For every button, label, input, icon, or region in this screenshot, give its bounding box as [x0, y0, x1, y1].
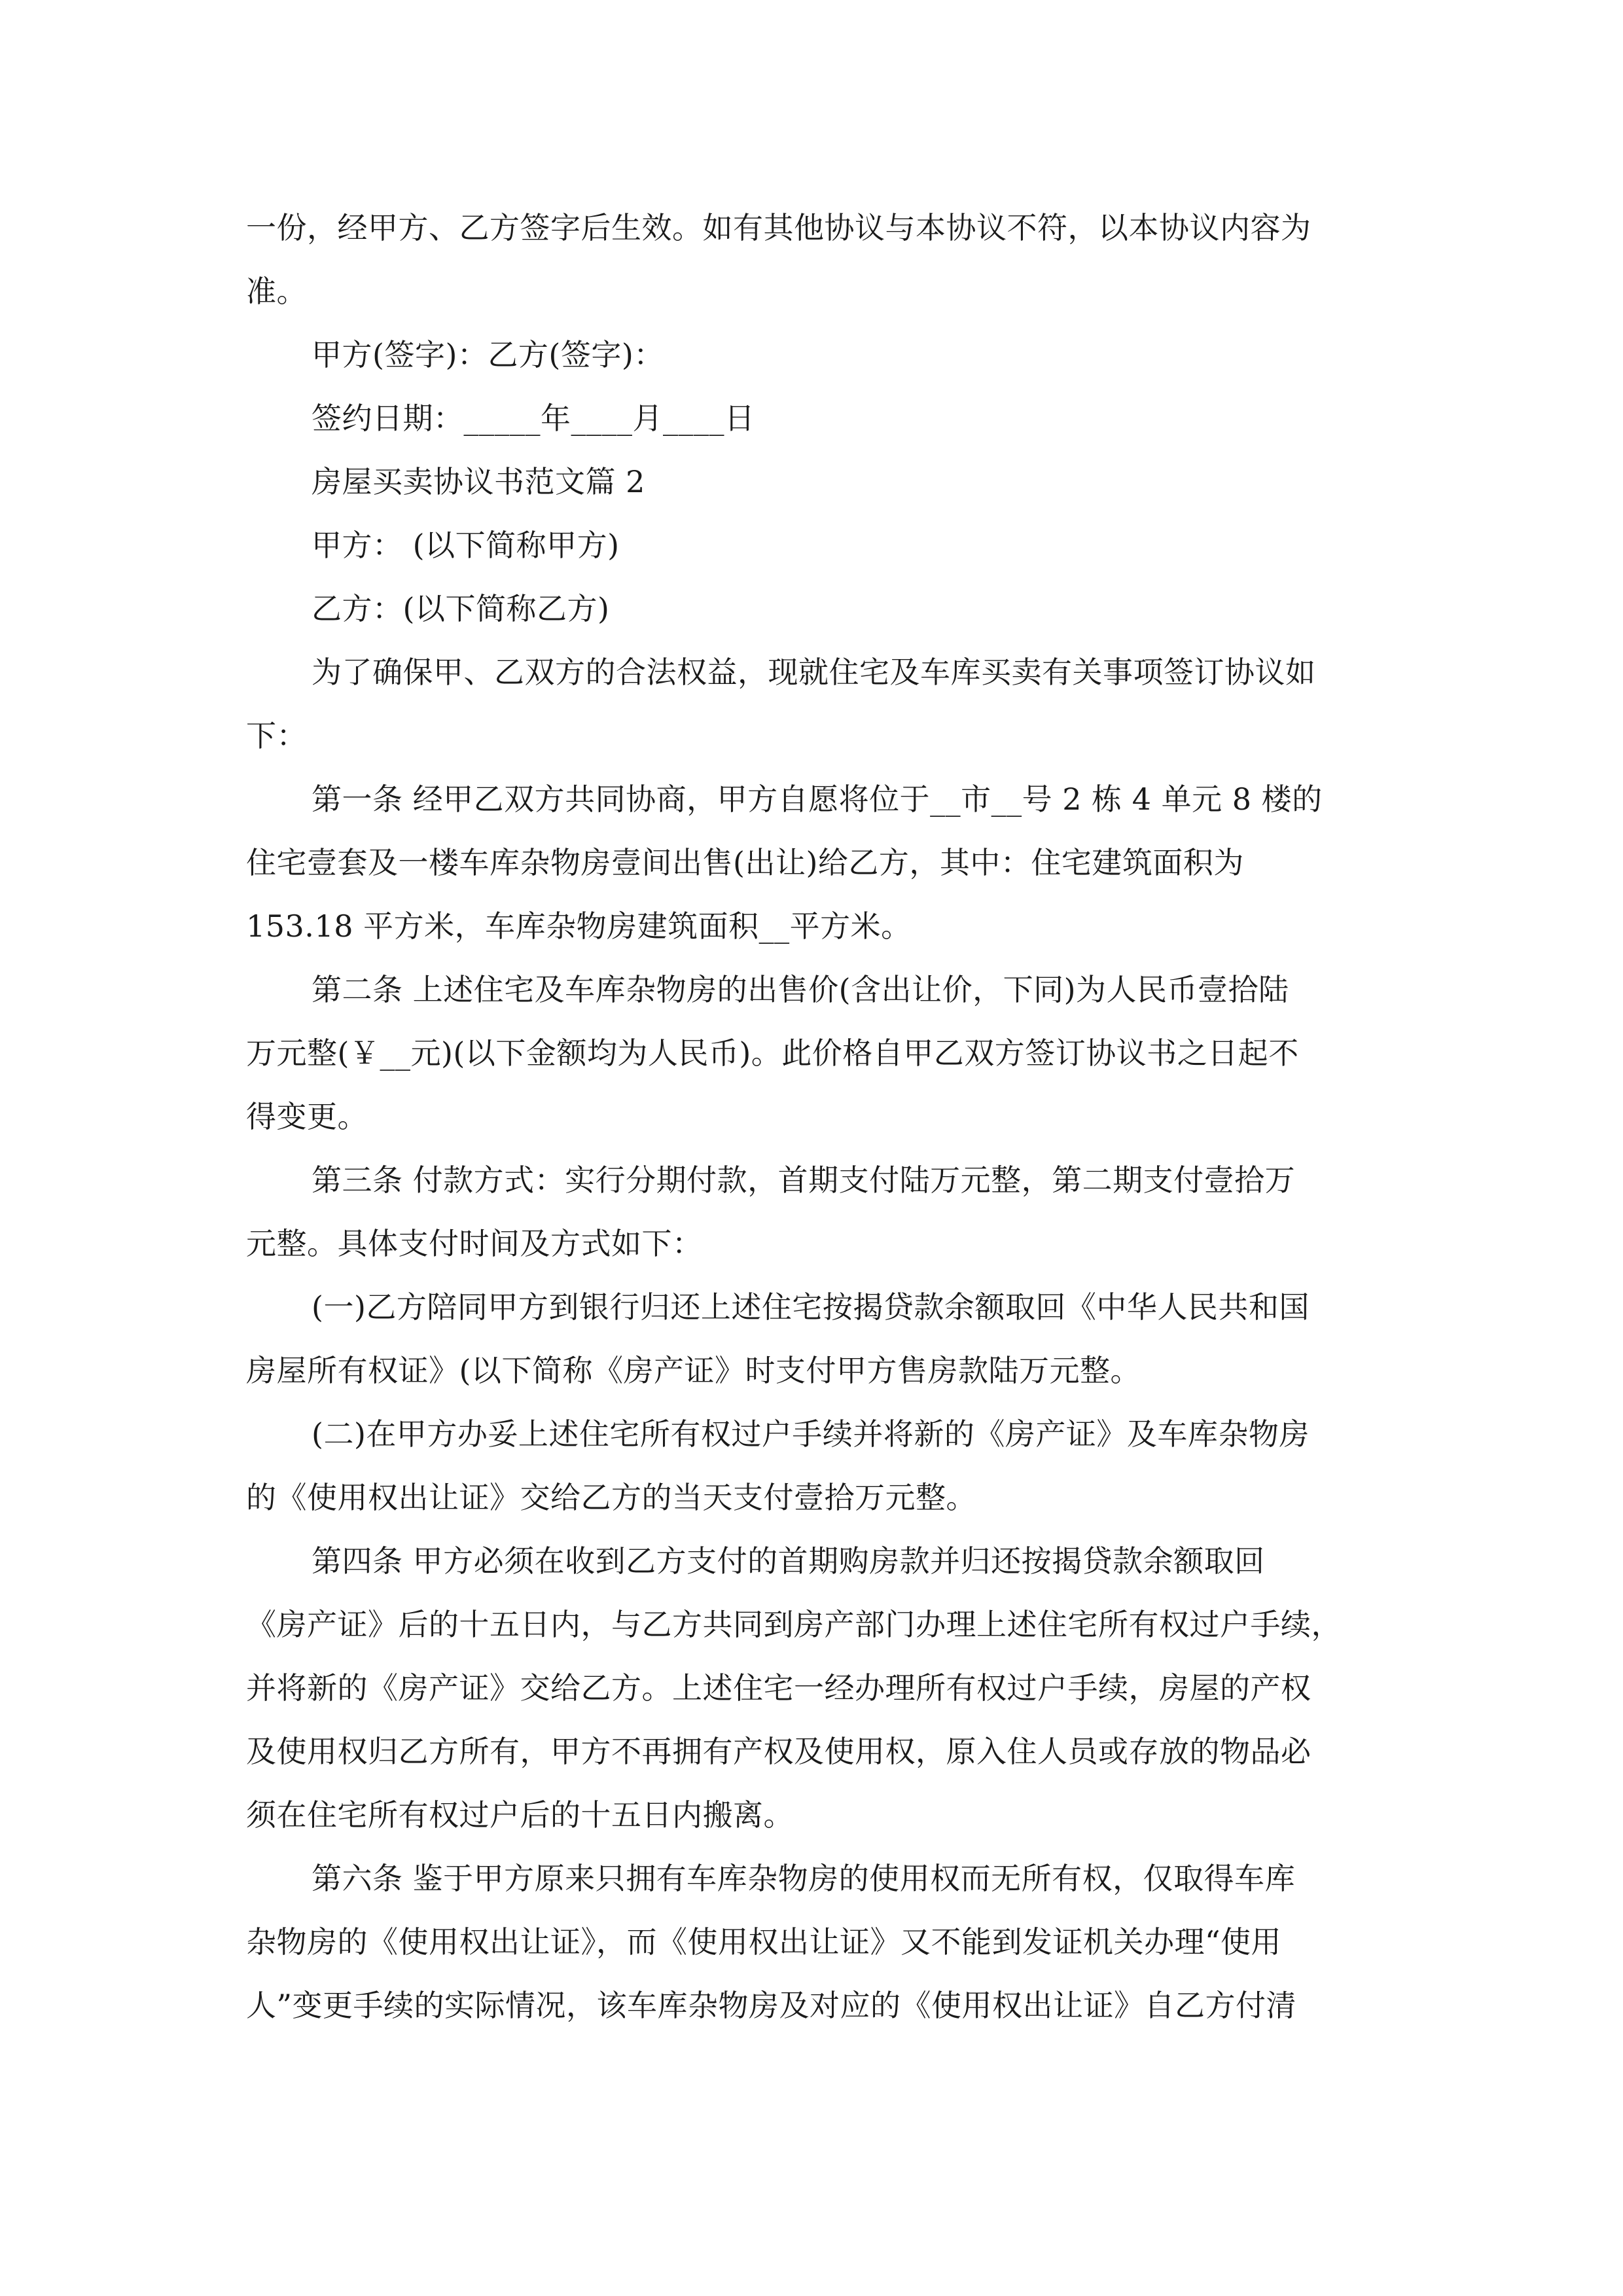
text-line: 第六条 鉴于甲方原来只拥有车库杂物房的使用权而无所有权，仅取得车库 — [312, 1861, 1296, 1896]
text-line: 准。 — [246, 274, 307, 309]
text-line: 人”变更手续的实际情况，该车库杂物房及对应的《使用权出让证》自乙方付清 — [246, 1988, 1297, 2023]
text-line: 元整。具体支付时间及方式如下： — [246, 1226, 703, 1261]
text-line: 杂物房的《使用权出让证》，而《使用权出让证》又不能到发证机关办理“使用 — [246, 1924, 1282, 1960]
document-page — [246, 196, 1378, 2037]
text-line: 得变更。 — [246, 1099, 368, 1134]
text-line: 153.18 平方米，车库杂物房建筑面积__平方米。 — [246, 908, 912, 944]
text-line: 甲方(签字)：乙方(签字)： — [312, 337, 664, 372]
text-line: 《房产证》后的十五日内，与乙方共同到房产部门办理上述住宅所有权过户手续， — [246, 1607, 1342, 1642]
text-line: 第四条 甲方必须在收到乙方支付的首期购房款并归还按揭贷款余额取回 — [312, 1543, 1265, 1579]
text-line: 一份，经甲方、乙方签字后生效。如有其他协议与本协议不符，以本协议内容为 — [246, 210, 1311, 245]
text-line: (一)乙方陪同甲方到银行归还上述住宅按揭贷款余额取回《中华人民共和国 — [312, 1289, 1310, 1325]
text-line: 的《使用权出让证》交给乙方的当天支付壹拾万元整。 — [246, 1480, 976, 1515]
text-line: 并将新的《房产证》交给乙方。上述住宅一经办理所有权过户手续，房屋的产权 — [246, 1670, 1311, 1706]
text-line: 须在住宅所有权过户后的十五日内搬离。 — [246, 1797, 794, 1833]
text-line: 甲方： (以下简称甲方) — [312, 528, 620, 563]
text-line: 第一条 经甲乙双方共同协商，甲方自愿将位于__市__号 2 栋 4 单元 8 楼的 — [312, 781, 1323, 817]
text-line: 万元整(￥__元)(以下金额均为人民币)。此价格自甲乙双方签订协议书之日起不 — [246, 1035, 1299, 1071]
text-line: 乙方：(以下简称乙方) — [312, 591, 610, 626]
text-line: 下： — [246, 718, 307, 753]
text-line: (二)在甲方办妥上述住宅所有权过户手续并将新的《房产证》及车库杂物房 — [312, 1416, 1310, 1452]
text-line: 房屋所有权证》(以下简称《房产证》时支付甲方售房款陆万元整。 — [246, 1353, 1141, 1388]
text-line: 及使用权归乙方所有，甲方不再拥有产权及使用权，原入住人员或存放的物品必 — [246, 1734, 1311, 1769]
text-line: 签约日期：_____年____月____日 — [312, 401, 755, 436]
text-line: 住宅壹套及一楼车库杂物房壹间出售(出让)给乙方，其中：住宅建筑面积为 — [246, 845, 1244, 880]
text-line: 第二条 上述住宅及车库杂物房的出售价(含出让价，下同)为人民币壹拾陆 — [312, 972, 1289, 1007]
text-line: 为了确保甲、乙双方的合法权益，现就住宅及车库买卖有关事项签订协议如 — [312, 655, 1316, 690]
text-line: 房屋买卖协议书范文篇 2 — [312, 464, 645, 499]
text-line: 第三条 付款方式：实行分期付款，首期支付陆万元整，第二期支付壹拾万 — [312, 1162, 1296, 1198]
